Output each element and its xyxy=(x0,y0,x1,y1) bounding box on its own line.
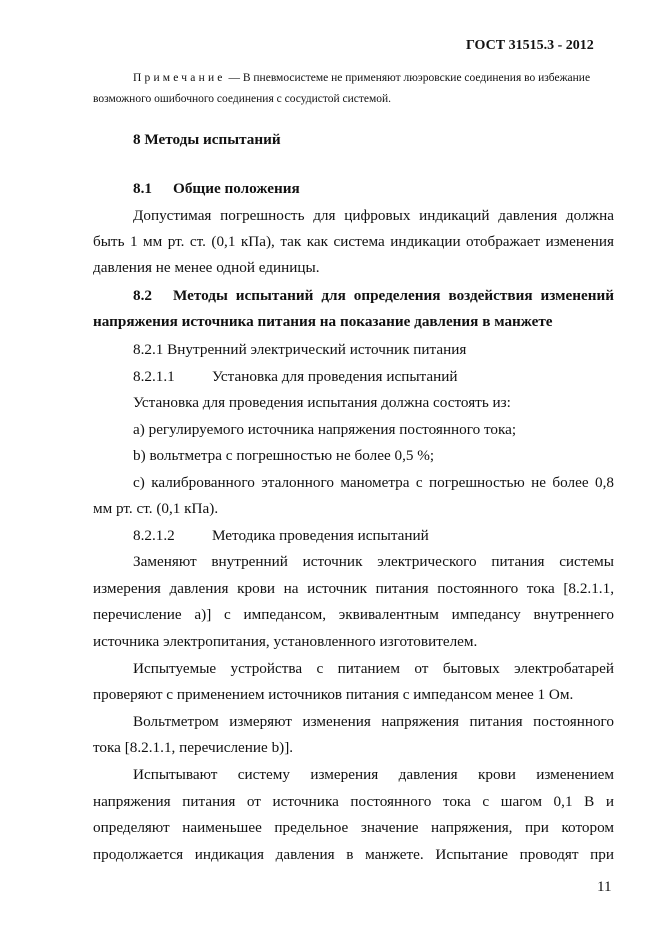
s8212-p4-line-1: Испытывают системy измерения давления крови изменением xyxy=(133,766,614,783)
section-8-2-title-line-2: напряжения источника питания на показание давления в манжете xyxy=(93,313,553,330)
s8211-intro: Установка для проведения испытания должна состоять из: xyxy=(133,394,511,411)
s8211-item-a: а) регулируемого источника напряжения постоянного тока; xyxy=(133,421,517,438)
s8212-p1-line-1: Заменяют внутренний источник электрического питания системы xyxy=(133,553,614,570)
section-8-2-title-line-1: Методы испытаний для определения воздействия изменений xyxy=(173,287,614,304)
s8212-p3-line-1: Вольтметром измеряют изменения напряжения питания постоянного xyxy=(133,713,614,730)
s8212-p2-line-1: Испытуемые устройства с питанием от бытовых электробатарей xyxy=(133,660,614,677)
s81-line-2: быть 1 мм рт. ст. (0,1 кПа), так как система индикации отображает изменения xyxy=(93,233,614,250)
s8212-p4-line-3: определяют наименьшее предельное значение напряжения, при котором xyxy=(93,819,614,836)
s8212-p2-line-2: проверяют с применением источников питания с импедансом менее 1 Ом. xyxy=(93,686,574,703)
page-number: 11 xyxy=(597,878,612,895)
document-standard-number: ГОСТ 31515.3 - 2012 xyxy=(466,38,594,53)
section-8-1-title: Общие положения xyxy=(173,180,300,197)
note-line-2: возможного ошибочного соединения с сосудистой системой. xyxy=(93,93,392,105)
section-8-2-number: 8.2 xyxy=(133,287,152,304)
section-8-1-number: 8.1 xyxy=(133,180,152,197)
s81-line-1: Допустимая погрешность для цифровых индикаций давления должна xyxy=(133,207,614,224)
s8212-p3-line-2: тока [8.2.1.1, перечисление b)]. xyxy=(93,739,294,756)
s8211-item-c-line-2: мм рт. ст. (0,1 кПа). xyxy=(93,500,219,517)
s8212-p4-line-2: напряжения питания от источника постоянного тока с шагом 0,1 В и xyxy=(93,793,614,810)
s81-line-3: давления не менее одной единицы. xyxy=(93,259,320,276)
s8212-p4-line-4: продолжается индикация давления в манжете. Испытание проводят при xyxy=(93,846,614,863)
section-8-2-1-1-title: Установка для проведения испытаний xyxy=(212,368,458,385)
note-label: Примечание xyxy=(133,72,226,84)
s8211-item-c-line-1: с) калиброванного эталонного манометра с погрешностью не более 0,8 xyxy=(133,474,614,491)
note-line-1 xyxy=(133,71,590,85)
s8211-item-b: b) вольтметра с погрешностью не более 0,5 %; xyxy=(133,447,435,464)
s8212-p1-line-2: измерения давления крови на источник питания постоянного тока [8.2.1.1, xyxy=(93,580,614,597)
s8212-p1-line-4: источника электропитания, установленного изготовителем. xyxy=(93,633,478,650)
section-8-2-1-2-title: Методика проведения испытаний xyxy=(212,527,429,544)
s8212-p1-line-3: перечисление а)] с импедансом, эквивалентным импедансу внутреннего xyxy=(93,606,614,623)
section-8-2-1-heading: 8.2.1 Внутренний электрический источник питания xyxy=(133,341,467,358)
section-8-2-1-1-number: 8.2.1.1 xyxy=(133,368,175,385)
section-8-2-1-2-number: 8.2.1.2 xyxy=(133,527,175,544)
note-text-1: — В пневмосистеме не применяют люэровские соединения во избежание xyxy=(225,72,591,84)
section-8-heading: 8 Методы испытаний xyxy=(133,131,281,148)
